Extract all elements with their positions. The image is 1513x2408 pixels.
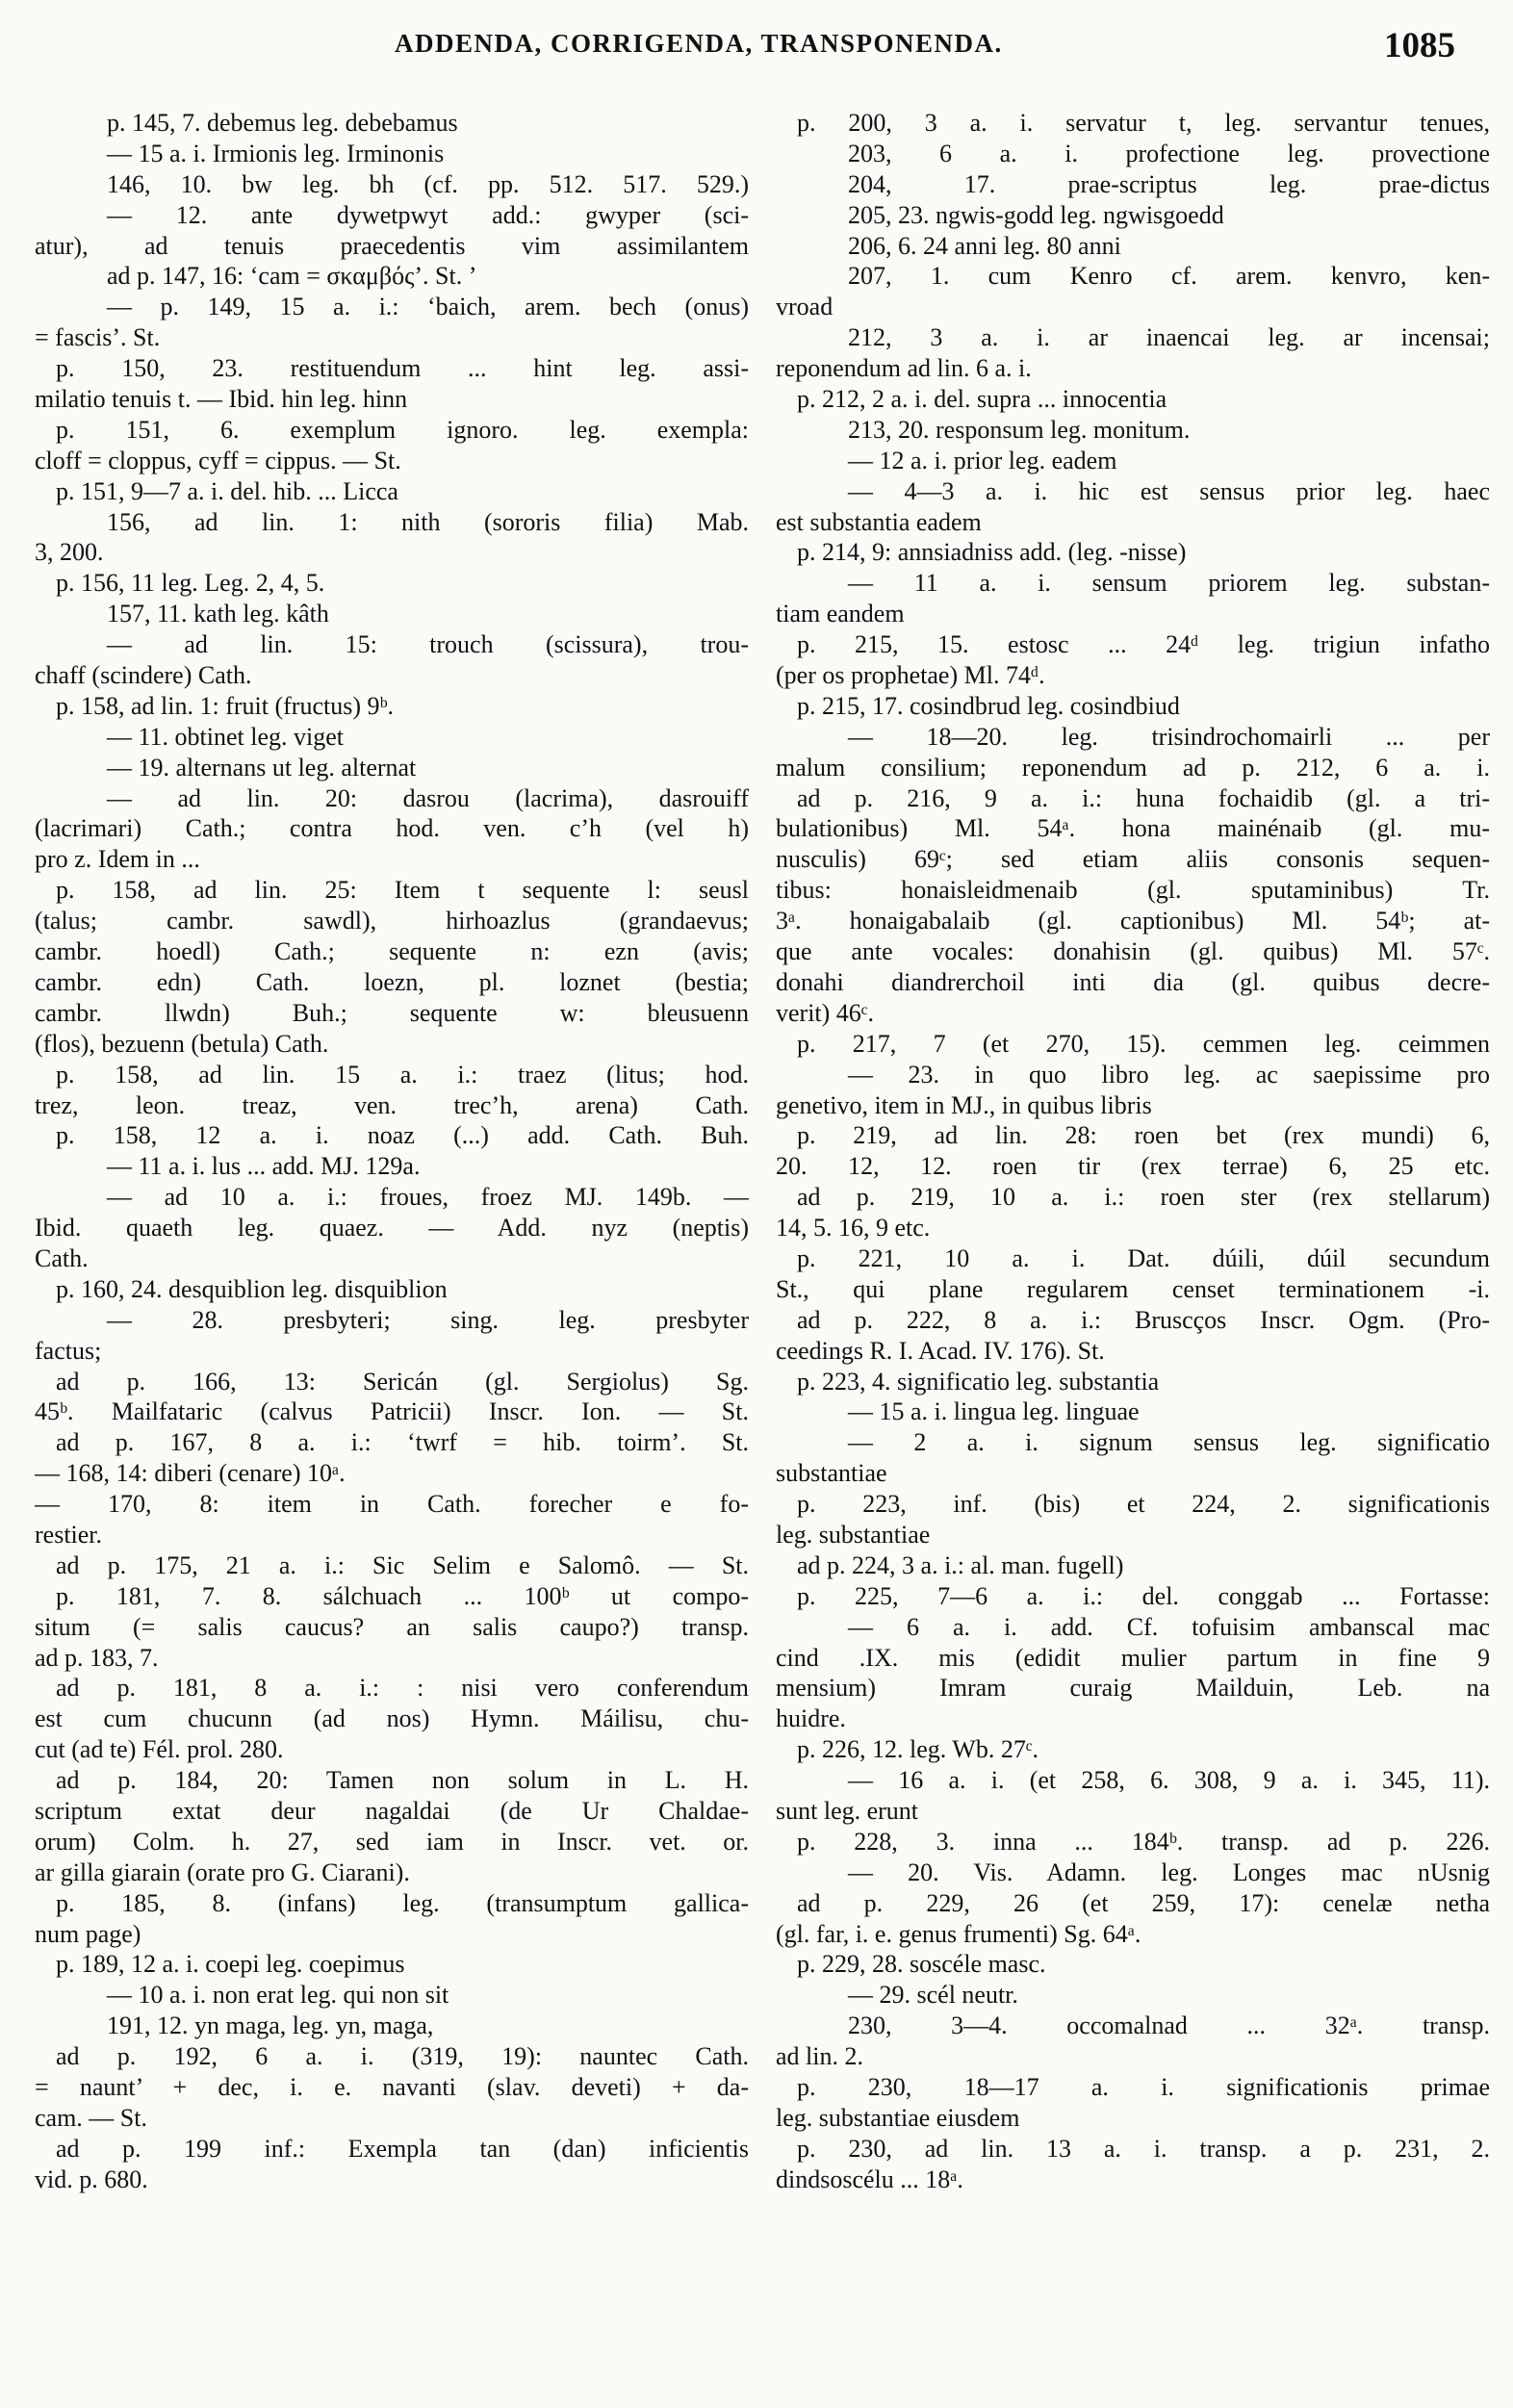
text-line: 3, 200. — [35, 538, 104, 567]
text-line: que ante vocales: donahisin (gl. quibus) Ml. 57ᶜ. — [776, 937, 1490, 966]
text-line: leg. substantiae eiusdem — [776, 2103, 1020, 2132]
text-line: cloff = cloppus, cyff = cippus. — St. — [35, 446, 401, 474]
text-line: atur), ad tenuis praecedentis vim assimilantem — [35, 231, 749, 260]
text-line: 212, 3 a. i. ar inaencai leg. ar incensai; — [848, 323, 1490, 352]
text-line: — 4—3 a. i. hic est sensus prior leg. haec — [848, 476, 1490, 505]
text-line: p. 158, 12 a. i. noaz (...) add. Cath. Buh. — [56, 1121, 749, 1150]
text-line: 203, 6 a. i. profectione leg. provectione — [848, 139, 1490, 167]
text-line: ad p. 192, 6 a. i. (319, 19): nauntec Cath. — [56, 2042, 749, 2071]
text-line: 230, 3—4. occomalnad ... 32ᵃ. transp. — [848, 2011, 1490, 2040]
text-line: — 23. in quo libro leg. ac saepissime pro — [848, 1060, 1490, 1089]
text-line: 157, 11. kath leg. kâth — [107, 600, 329, 628]
text-line: p. 189, 12 a. i. coepi leg. coepimus — [56, 1950, 405, 1979]
text-line: p. 158, ad lin. 1: fruit (fructus) 9ᵇ. — [56, 691, 395, 720]
text-line: est cum chucunn (ad nos) Hymn. Máilisu, chu- — [35, 1704, 749, 1733]
text-line: Cath. — [35, 1243, 89, 1272]
text-line: = fascis’. St. — [35, 323, 161, 352]
text-line: — 6 a. i. add. Cf. tofuisim ambanscal mac — [848, 1612, 1490, 1641]
text-line: 213, 20. responsum leg. monitum. — [848, 415, 1191, 444]
text-line: huidre. — [776, 1704, 846, 1733]
text-line: sunt leg. erunt — [776, 1796, 919, 1825]
text-line: restier. — [35, 1520, 103, 1549]
text-line: p. 212, 2 a. i. del. supra ... innocentia — [797, 385, 1167, 414]
text-line: cambr. llwdn) Buh.; sequente w: bleusuenn — [35, 998, 749, 1027]
text-line: p. 151, 6. exemplum ignoro. leg. exempla: — [56, 415, 749, 444]
text-line: — 15 a. i. lingua leg. linguae — [848, 1397, 1140, 1426]
text-line: cam. — St. — [35, 2103, 147, 2132]
text-line: pro z. Idem in ... — [35, 845, 200, 874]
text-line: p. 221, 10 a. i. Dat. dúili, dúil secundum — [797, 1243, 1490, 1272]
text-line: — 15 a. i. Irmionis leg. Irminonis — [107, 139, 445, 167]
text-line: ad p. 222, 8 a. i.: Bruscços Inscr. Ogm. (Pro- — [797, 1305, 1490, 1334]
text-line: — 29. scél neutr. — [848, 1981, 1018, 2010]
text-line: — 20. Vis. Adamn. leg. Longes mac nUsnig — [848, 1857, 1490, 1886]
left-column — [35, 108, 749, 2195]
text-line: donahi diandrerchoil inti dia (gl. quibus decre- — [776, 967, 1490, 996]
text-line: ceedings R. I. Acad. IV. 176). St. — [776, 1336, 1105, 1365]
text-line: milatio tenuis t. — Ibid. hin leg. hinn — [35, 385, 408, 414]
text-line: p. 225, 7—6 a. i.: del. conggab ... Fortasse: — [797, 1581, 1490, 1610]
text-line: — 12. ante dywetpwyt add.: gwyper (sci- — [107, 200, 749, 229]
text-line: p. 158, ad lin. 15 a. i.: traez (litus; hod. — [56, 1060, 749, 1089]
text-line: p. 156, 11 leg. Leg. 2, 4, 5. — [56, 569, 325, 598]
text-line: p. 185, 8. (infans) leg. (transumptum gallica- — [56, 1888, 749, 1917]
text-line: 146, 10. bw leg. bh (cf. pp. 512. 517. 529.) — [107, 169, 749, 198]
text-line: cind .IX. mis (edidit mulier partum in fine 9 — [776, 1643, 1490, 1672]
text-line: (lacrimari) Cath.; contra hod. ven. c’h (vel h) — [35, 814, 749, 843]
text-line: ad p. 181, 8 a. i.: : nisi vero conferendum — [56, 1674, 749, 1703]
text-line: — 18—20. leg. trisindrochomairli ... per — [848, 722, 1490, 751]
text-line: reponendum ad lin. 6 a. i. — [776, 354, 1032, 383]
text-line: chaff (scindere) Cath. — [35, 661, 252, 690]
text-line: ar gilla giarain (orate pro G. Ciarani). — [35, 1857, 410, 1886]
text-line: num page) — [35, 1919, 141, 1948]
text-line: cambr. hoedl) Cath.; sequente n: ezn (avis; — [35, 937, 749, 966]
text-line: 204, 17. prae-scriptus leg. prae-dictus — [848, 169, 1490, 198]
text-line: situm (= salis caucus? an salis caupo?) transp. — [35, 1612, 749, 1641]
text-line: ad p. 216, 9 a. i.: huna fochaidib (gl. a tri- — [797, 783, 1490, 812]
text-line: — 170, 8: item in Cath. forecher e fo- — [35, 1490, 749, 1519]
text-line: p. 150, 23. restituendum ... hint leg. assi- — [56, 354, 749, 383]
text-line: — 28. presbyteri; sing. leg. presbyter — [107, 1305, 749, 1334]
text-line: p. 223, inf. (bis) et 224, 2. significationis — [797, 1490, 1490, 1519]
text-line: p. 215, 17. cosindbrud leg. cosindbiud — [797, 691, 1180, 720]
text-line: leg. substantiae — [776, 1520, 931, 1549]
text-line: — 16 a. i. (et 258, 6. 308, 9 a. i. 345, 11). — [848, 1766, 1490, 1795]
text-line: ad p. 219, 10 a. i.: roen ster (rex stellarum) — [797, 1183, 1490, 1212]
text-line: 207, 1. cum Kenro cf. arem. kenvro, ken- — [848, 262, 1490, 291]
text-line: p. 145, 7. debemus leg. debebamus — [107, 109, 458, 137]
text-line: p. 217, 7 (et 270, 15). cemmen leg. ceimmen — [797, 1029, 1490, 1058]
text-line: — ad lin. 20: dasrou (lacrima), dasrouiff — [107, 783, 749, 812]
text-line: — 11. obtinet leg. viget — [107, 722, 344, 751]
text-line: ad p. 166, 13: Sericán (gl. Sergiolus) Sg. — [56, 1367, 749, 1396]
text-line: p. 228, 3. inna ... 184ᵇ. transp. ad p. 226. — [797, 1827, 1490, 1856]
text-line: orum) Colm. h. 27, sed iam in Inscr. vet. or. — [35, 1827, 749, 1856]
text-line: dindsoscélu ... 18ᵃ. — [776, 2165, 963, 2193]
text-line: cambr. edn) Cath. loezn, pl. loznet (bestia; — [35, 967, 749, 996]
text-line: verit) 46ᶜ. — [776, 998, 874, 1027]
text-line: p. 160, 24. desquiblion leg. disquiblion — [56, 1274, 448, 1303]
text-line: 14, 5. 16, 9 etc. — [776, 1214, 931, 1242]
text-line: ad p. 199 inf.: Exempla tan (dan) inficientis — [56, 2134, 749, 2163]
text-line: Ibid. quaeth leg. quaez. — Add. nyz (neptis) — [35, 1214, 749, 1242]
text-line: (per os prophetae) Ml. 74ᵈ. — [776, 661, 1045, 690]
text-line: p. 151, 9—7 a. i. del. hib. ... Licca — [56, 476, 398, 505]
text-line: p. 181, 7. 8. sálchuach ... 100ᵇ ut compo- — [56, 1581, 749, 1610]
text-line: cut (ad te) Fél. prol. 280. — [35, 1735, 284, 1764]
text-line: malum consilium; reponendum ad p. 212, 6 a. i. — [776, 753, 1490, 781]
text-line: St., qui plane regularem censet terminationem -i. — [776, 1274, 1490, 1303]
text-line: ad p. 167, 8 a. i.: ‘twrf = hib. toirm’. St. — [56, 1428, 749, 1457]
text-line: 205, 23. ngwis-godd leg. ngwisgoedd — [848, 200, 1224, 229]
text-line: ad p. 183, 7. — [35, 1643, 159, 1672]
text-line: bulationibus) Ml. 54ᵃ. hona mainénaib (gl. mu- — [776, 814, 1490, 843]
text-line: genetivo, item in MJ., in quibus libris — [776, 1090, 1152, 1119]
text-line: p. 215, 15. estosc ... 24ᵈ leg. trigiun infatho — [797, 630, 1490, 659]
text-line: p. 200, 3 a. i. servatur t, leg. servantur tenues, — [797, 109, 1490, 137]
text-line: 20. 12, 12. roen tir (rex terrae) 6, 25 etc. — [776, 1152, 1490, 1181]
text-line: substantiae — [776, 1459, 887, 1488]
text-line: = naunt’ + dec, i. e. navanti (slav. deveti) + da- — [35, 2073, 749, 2101]
text-line: trez, leon. treaz, ven. trec’h, arena) Cath. — [35, 1090, 749, 1119]
text-line: 45ᵇ. Mailfataric (calvus Patricii) Inscr. Ion. — St. — [35, 1397, 749, 1426]
text-line: 156, ad lin. 1: nith (sororis filia) Mab. — [107, 507, 749, 536]
text-line: vroad — [776, 293, 833, 321]
text-line: p. 230, ad lin. 13 a. i. transp. a p. 231, 2. — [797, 2134, 1490, 2163]
text-line: p. 226, 12. leg. Wb. 27ᶜ. — [797, 1735, 1039, 1764]
text-line: 191, 12. yn maga, leg. yn, maga, — [107, 2011, 434, 2040]
running-title: ADDENDA, CORRIGENDA, TRANSPONENDA. — [395, 29, 1003, 58]
text-line: p. 223, 4. significatio leg. substantia — [797, 1367, 1160, 1396]
text-line: p. 230, 18—17 a. i. significationis primae — [797, 2073, 1490, 2101]
text-line: tibus: honaisleidmenaib (gl. sputaminibus) Tr. — [776, 876, 1490, 905]
text-line: — 12 a. i. prior leg. eadem — [848, 446, 1117, 474]
text-line: 206, 6. 24 anni leg. 80 anni — [848, 231, 1121, 260]
text-line: p. 229, 28. soscéle masc. — [797, 1950, 1046, 1979]
text-line: — p. 149, 15 a. i.: ‘baich, arem. bech (onus) — [107, 293, 749, 321]
text-line: (flos), bezuenn (betula) Cath. — [35, 1029, 329, 1058]
text-line: nusculis) 69ᶜ; sed etiam aliis consonis sequen- — [776, 845, 1490, 874]
text-line: — 19. alternans ut leg. alternat — [107, 753, 417, 781]
text-line: ad p. 229, 26 (et 259, 17): cenelæ netha — [797, 1888, 1490, 1917]
text-line: — 11 a. i. lus ... add. MJ. 129a. — [107, 1152, 421, 1181]
text-line: est substantia eadem — [776, 507, 982, 536]
text-line: — 10 a. i. non erat leg. qui non sit — [107, 1981, 449, 2010]
text-line: — 2 a. i. signum sensus leg. significatio — [848, 1428, 1490, 1457]
running-head — [0, 26, 1513, 67]
right-column — [776, 108, 1490, 2195]
text-line: ad p. 175, 21 a. i.: Sic Selim e Salomô. — St. — [56, 1550, 749, 1579]
text-line: — ad 10 a. i.: froues, froez MJ. 149b. — — [107, 1183, 749, 1212]
text-line: tiam eandem — [776, 600, 905, 628]
text-line: 3ᵃ. honaigabalaib (gl. captionibus) Ml. 54ᵇ; at- — [776, 907, 1490, 935]
text-line: p. 219, ad lin. 28: roen bet (rex mundi) 6, — [797, 1121, 1490, 1150]
text-line: ad lin. 2. — [776, 2042, 863, 2071]
text-line: vid. p. 680. — [35, 2165, 148, 2193]
text-line: p. 214, 9: annsiadniss add. (leg. -nisse) — [797, 538, 1187, 567]
text-line: — 11 a. i. sensum priorem leg. substan- — [848, 569, 1490, 598]
text-line: ad p. 147, 16: ‘cam = σκαμβός’. St. ’ — [107, 262, 477, 291]
page-number: 1085 — [1384, 26, 1455, 65]
text-line: — ad lin. 15: trouch (scissura), trou- — [107, 630, 749, 659]
text-line: (gl. far, i. e. genus frumenti) Sg. 64ᵃ. — [776, 1919, 1141, 1948]
text-line: ad p. 224, 3 a. i.: al. man. fugell) — [797, 1550, 1124, 1579]
text-line: mensium) Imram curaig Mailduin, Leb. na — [776, 1674, 1490, 1703]
text-line: ad p. 184, 20: Tamen non solum in L. H. — [56, 1766, 749, 1795]
text-line: — 168, 14: diberi (cenare) 10ᵃ. — [35, 1459, 346, 1488]
text-line: (talus; cambr. sawdl), hirhoazlus (grandaevus; — [35, 907, 749, 935]
text-line: scriptum extat deur nagaldai (de Ur Chaldae- — [35, 1796, 749, 1825]
text-line: p. 158, ad lin. 25: Item t sequente l: seusl — [56, 876, 749, 905]
text-line: factus; — [35, 1336, 102, 1365]
